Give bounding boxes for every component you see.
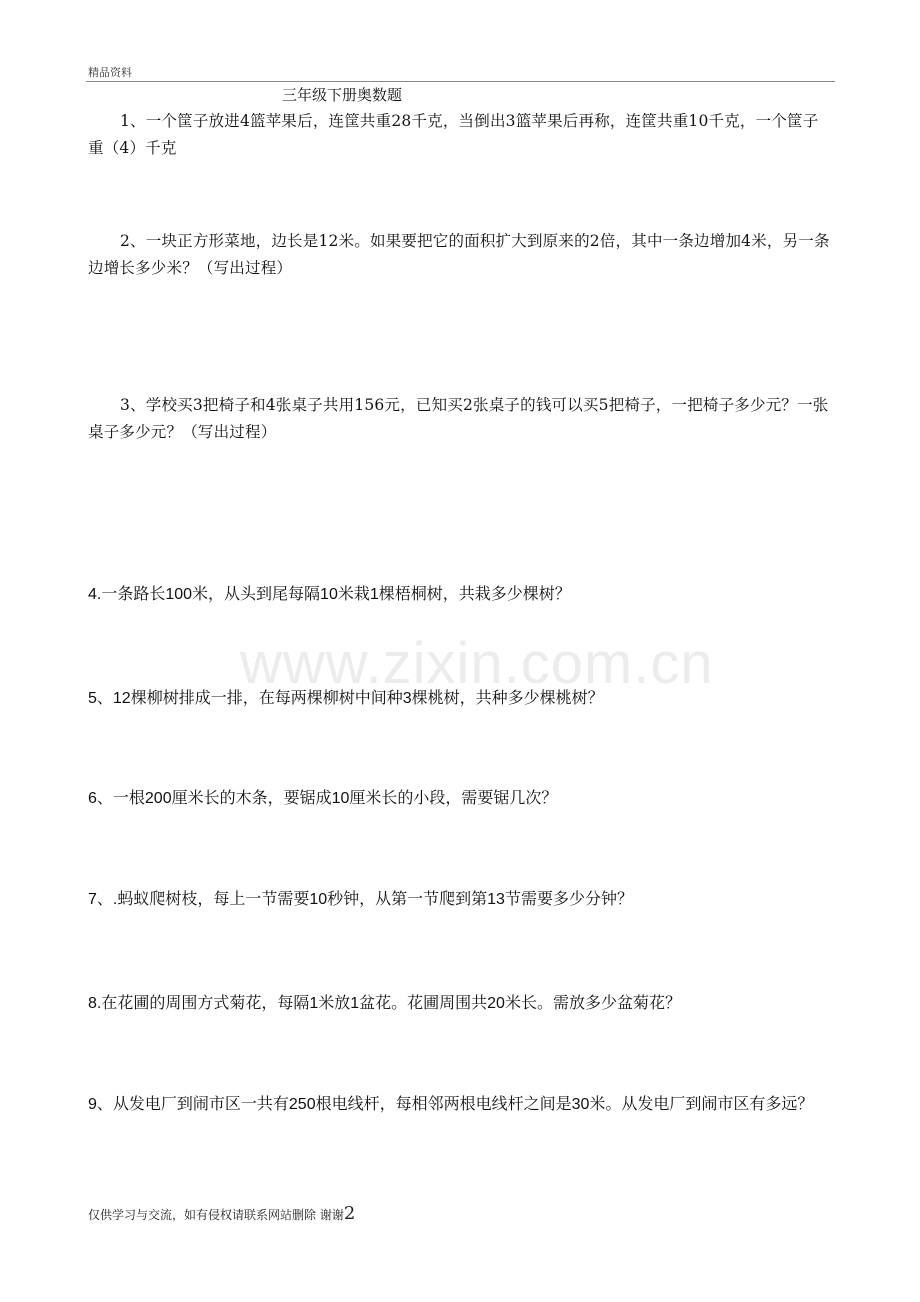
document-title: 三年级下册奥数题 — [282, 86, 403, 104]
question-9: 9、从发电厂到闹市区一共有250根电线杆，每相邻两根电线杆之间是30米。从发电厂到闹市区有多远？ — [88, 1096, 814, 1113]
question-4: 4.一条路长100米，从头到尾每隔10米栽1棵梧桐树，共栽多少棵树？ — [88, 586, 571, 603]
question-7: 7、.蚂蚁爬树枝，每上一节需要10秒钟，从第一节爬到第13节需要多少分钟？ — [88, 891, 633, 908]
question-1: 1、一个筐子放进4篮苹果后，连筐共重28千克，当倒出3篮苹果后再称，连筐共重10千克，一个筐子重（4）千克 — [88, 112, 819, 157]
header-divider — [86, 81, 835, 82]
question-2: 2、一块正方形菜地，边长是12米。如果要把它的面积扩大到原来的2倍，其中一条边增加4米，另一条边增长多少米？（写出过程） — [88, 232, 830, 277]
question-3: 3、学校买3把椅子和4张桌子共用156元，已知买2张桌子的钱可以买5把椅子，一把椅子多少元？一张桌子多少元？（写出过程） — [88, 396, 829, 441]
footer — [88, 1203, 355, 1224]
question-6: 6、一根200厘米长的木条，要锯成10厘米长的小段，需要锯几次？ — [88, 790, 558, 807]
header-label: 精品资料 — [88, 66, 132, 79]
question-8: 8.在花圃的周围方式菊花，每隔1米放1盆花。花圃周围共20米长。需放多少盆菊花？ — [88, 995, 681, 1012]
question-5: 5、12棵柳树排成一排，在每两棵柳树中间种3棵桃树，共种多少棵桃树？ — [88, 690, 604, 707]
watermark: www.zixin.com.cn — [240, 631, 714, 696]
footer-text: 仅供学习与交流，如有侵权请联系网站删除 谢谢 — [88, 1208, 344, 1222]
page-number: 2 — [343, 1203, 356, 1224]
